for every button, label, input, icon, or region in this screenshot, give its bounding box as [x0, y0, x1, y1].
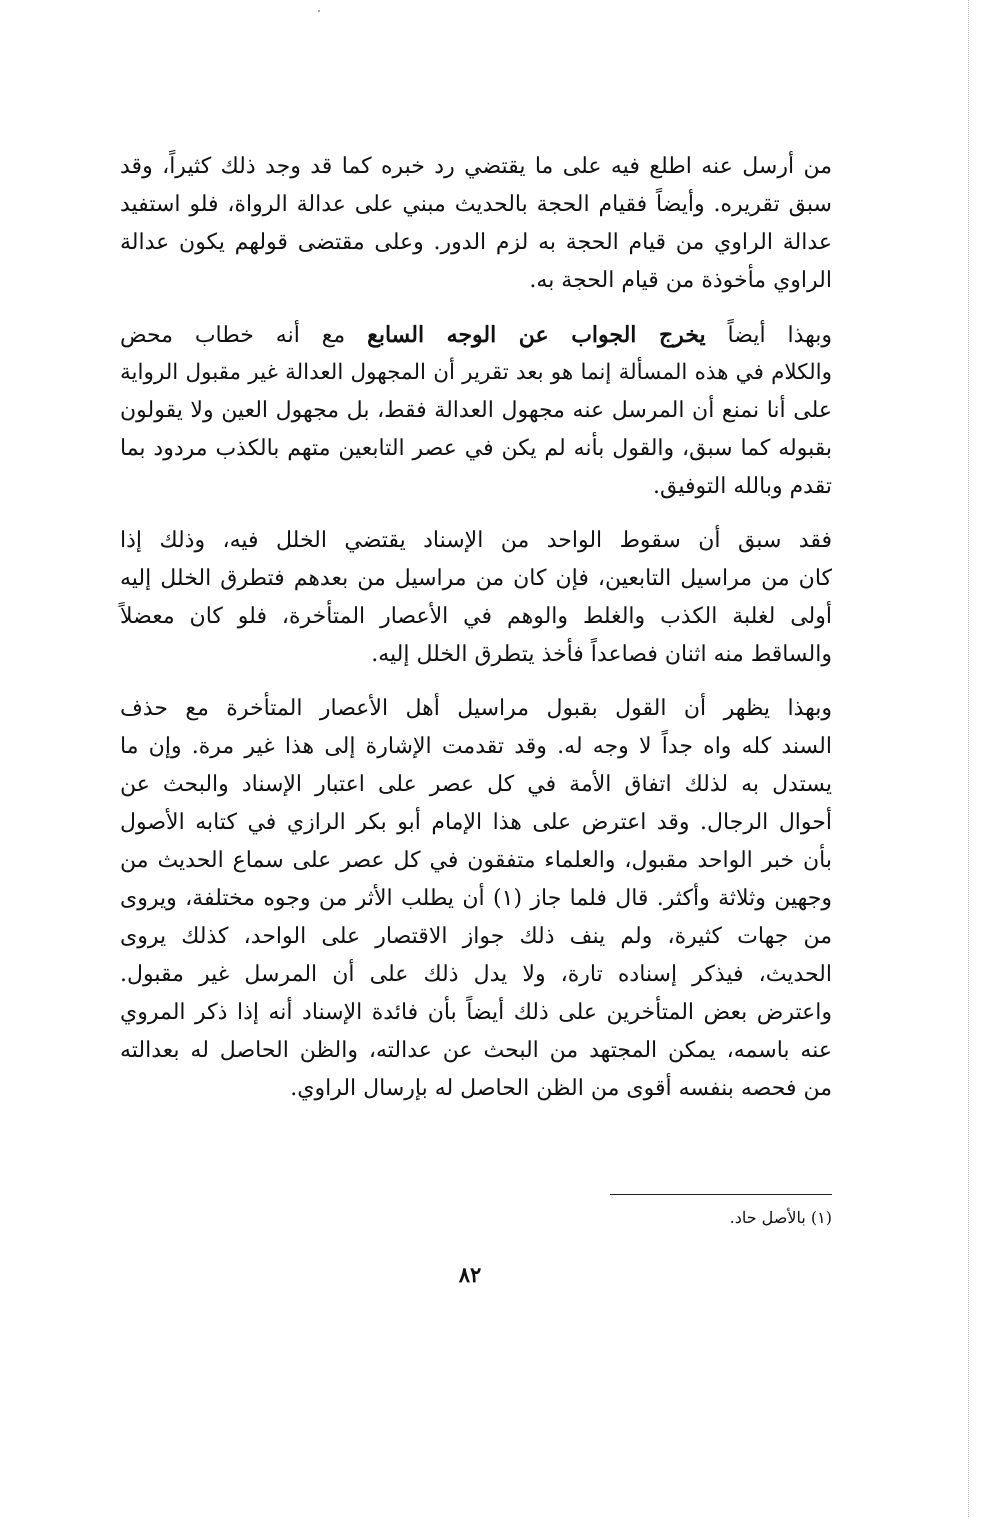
paragraph-2 [120, 316, 832, 506]
main-text [120, 148, 832, 1124]
text-line: عنه باسمه، يمكن المجتهد من البحث عن عدالته، والظن الحاصل له بعدالته [120, 1038, 832, 1063]
text-line: من أرسل عنه اطلع فيه على ما يقتضي رد خبره كما قد وجد ذلك كثيراً، وقد [120, 154, 832, 179]
text-line: وبهذا يظهر أن القول بقبول مراسيل أهل الأعصار المتأخرة مع حذف [120, 696, 832, 721]
page-number: ٨٢ [458, 1262, 482, 1287]
footnote: (١) بالأصل حاد. [729, 1208, 832, 1227]
footnote-separator [610, 1194, 832, 1195]
text-line: على أنا نمنع أن المرسل عنه مجهول العدالة فقط، بل مجهول العين ولا يقولون [120, 398, 832, 423]
text-line: والساقط منه اثنان فصاعداً فأخذ يتطرق الخلل إليه. [371, 642, 832, 667]
text-line: السند كله واه جداً لا وجه له. وقد تقدمت الإشارة إلى هذا غير مرة. وإن ما [120, 734, 832, 759]
text-line: عدالة الراوي من قيام الحجة به لزم الدور. وعلى مقتضى قولهم يكون عدالة [120, 230, 832, 255]
text-line: الحديث، فيذكر إسناده تارة، ولا يدل ذلك على أن المرسل غير مقبول. [120, 962, 832, 987]
scan-speck [318, 10, 320, 12]
bold-phrase: يخرج الجواب عن الوجه السابع [367, 322, 706, 348]
paragraph-3 [120, 522, 832, 674]
text-line: والكلام في هذه المسألة إنما هو بعد تقرير أن المجهول العدالة غير مقبول الرواية [120, 360, 832, 385]
text-line: بقبوله كما سبق، والقول بأنه لم يكن في عصر التابعين متهم بالكذب مردود بما [120, 436, 832, 461]
text-line: وجهين وثلاثة وأكثر. قال فلما جاز (١) أن يطلب الأثر من وجوه مختلفة، ويروى [120, 886, 833, 911]
text-line: كان من مراسيل التابعين، فإن كان من مراسيل من بعدهم فتطرق الخلل إليه [120, 566, 832, 591]
paragraph-1 [120, 148, 832, 300]
paragraph-4 [120, 690, 832, 1108]
text-line: بأن خبر الواحد مقبول، والعلماء متفقون في كل عصر على سماع الحديث من [120, 848, 832, 873]
text-line: يستدل به لذلك اتفاق الأمة في كل عصر على اعتبار الإسناد والبحث عن [120, 772, 832, 797]
text-line: أحوال الرجال. وقد اعترض على هذا الإمام أبو بكر الرازي في كتابه الأصول [120, 810, 832, 835]
text-line: أولى لغلبة الكذب والغلط والوهم في الأعصار المتأخرة، فلو كان معضلاً [120, 604, 832, 629]
page-edge-margin [968, 0, 969, 1517]
text-line: الراوي مأخوذة من قيام الحجة به. [529, 268, 832, 293]
text-line: سبق تقريره. وأيضاً فقيام الحجة بالحديث مبني على عدالة الرواة، فلو استفيد [120, 192, 832, 217]
text-line: تقدم وبالله التوفيق. [653, 474, 832, 499]
text-line: وبهذا أيضاً يخرج الجواب عن الوجه السابع مع أنه خطاب محض [120, 322, 833, 348]
text-line: فقد سبق أن سقوط الواحد من الإسناد يقتضي الخلل فيه، وذلك إذا [120, 528, 832, 553]
text-line: واعترض بعض المتأخرين على ذلك أيضاً بأن فائدة الإسناد أنه إذا ذكر المروي [120, 1000, 832, 1025]
text-line: من جهات كثيرة، ولم ينف ذلك جواز الاقتصار على الواحد، كذلك يروى [120, 924, 832, 949]
text-line: من فحصه بنفسه أقوى من الظن الحاصل له بإرسال الراوي. [290, 1076, 832, 1101]
